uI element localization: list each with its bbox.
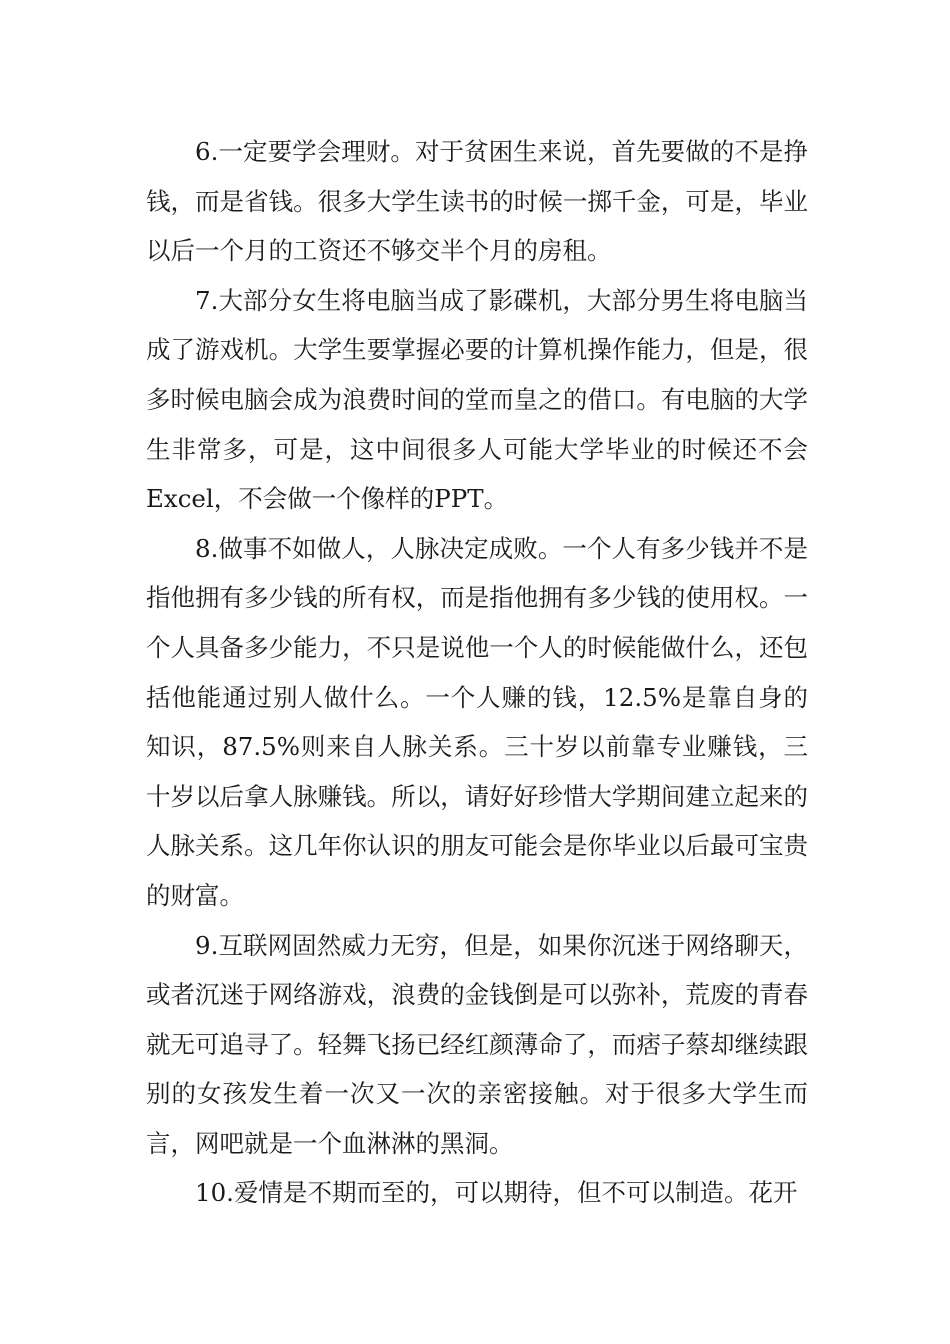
paragraph-8: 8.做事不如做人，人脉决定成败。一个人有多少钱并不是指他拥有多少钱的所有权，而是指他拥有多少钱的使用权。一个人具备多少能力，不只是说他一个人的时候能做什么，还包括他能通过别人做什么。一个人赚的钱，12.5%是靠自身的知识，87.5%则来自人脉关系。三十岁以前靠专业赚钱，三十岁以后拿人脉赚钱。所以，请好好珍惜大学期间建立起来的人脉关系。这几年你认识的朋友可能会是你毕业以后最可宝贵的财富。 — [146, 533, 808, 910]
document-body — [146, 127, 808, 1218]
paragraph-9: 9.互联网固然威力无穷，但是，如果你沉迷于网络聊天，或者沉迷于网络游戏，浪费的金钱倒是可以弥补，荒废的青春就无可追寻了。轻舞飞扬已经红颜薄命了，而痞子蔡却继续跟别的女孩发生着一次又一次的亲密接触。对于很多大学生而言，网吧就是一个血淋淋的黑洞。 — [146, 930, 808, 1158]
paragraph-7: 7.大部分女生将电脑当成了影碟机，大部分男生将电脑当成了游戏机。大学生要掌握必要的计算机操作能力，但是，很多时候电脑会成为浪费时间的堂而皇之的借口。有电脑的大学生非常多，可是，这中间很多人可能大学毕业的时候还不会Excel，不会做一个像样的PPT。 — [146, 285, 808, 514]
paragraph-6: 6.一定要学会理财。对于贫困生来说，首先要做的不是挣钱，而是省钱。很多大学生读书的时候一掷千金，可是，毕业以后一个月的工资还不够交半个月的房租。 — [146, 137, 808, 266]
paragraph-10: 10.爱情是不期而至的，可以期待，但不可以制造。花开 — [195, 1178, 798, 1208]
